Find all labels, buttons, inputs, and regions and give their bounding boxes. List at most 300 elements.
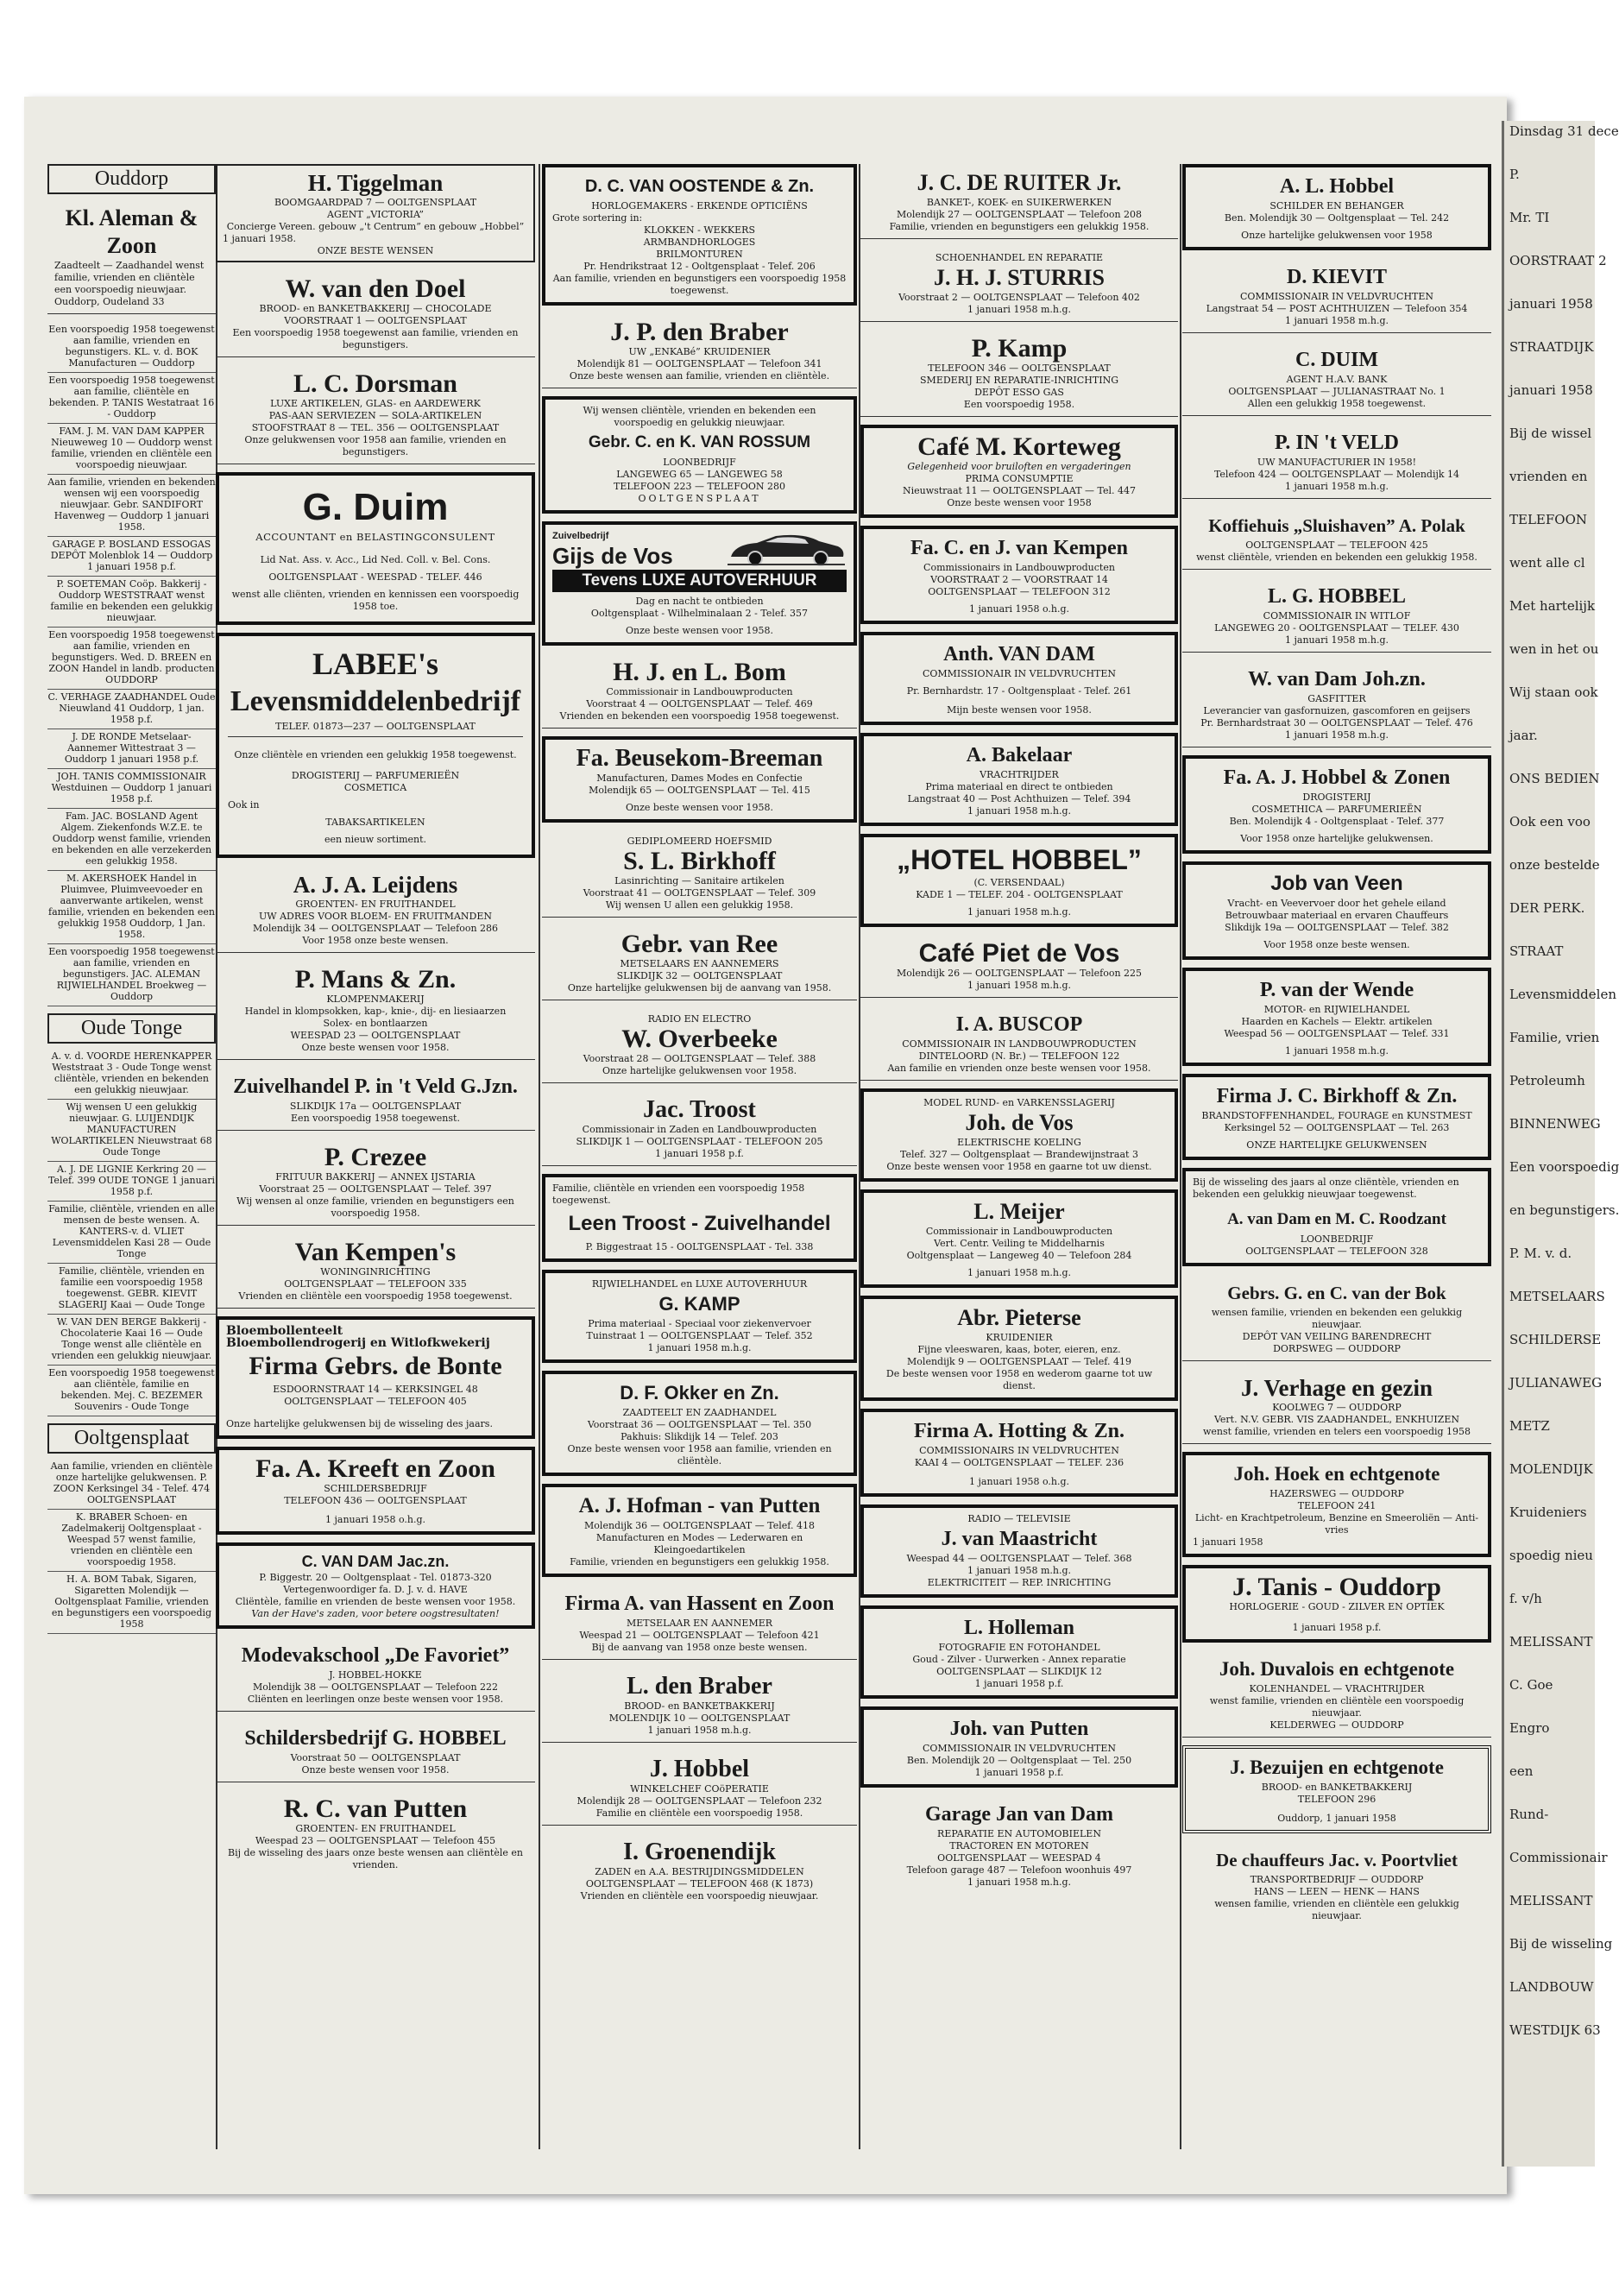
ad-text: Pr. Bernhardstraat 30 — OOLTGENSPLAAT — Telef. 476 xyxy=(1200,717,1473,729)
ad-text: Molendijk 27 — OOLTGENSPLAAT — Telefoon 208 xyxy=(896,209,1143,220)
ad-text: OOLTGENSPLAAT — TELEFOON 468 (K 1873) xyxy=(585,1878,814,1889)
ad-text: LANGEWEG 20 - OOLTGENSPLAAT — TELEF. 430 xyxy=(1214,622,1459,634)
ad-text: OOLTGENSPLAAT - WEESPAD - TELEF. 446 xyxy=(268,571,482,583)
ad-name: A. J. A. Leijdens xyxy=(293,872,458,898)
ad-text: PAS-AAN SERVIEZEN — SOLA-ARTIKELEN xyxy=(268,410,482,421)
ad-text: Telefoon garage 487 — Telefoon woonhuis 497 xyxy=(906,1864,1132,1876)
ad-text: Betrouwbaar materiaal en ervaren Chauffeurs xyxy=(1225,910,1449,921)
ad-hofman xyxy=(542,1484,857,1577)
ad-text: Onze beste wensen voor 1958. xyxy=(626,625,773,636)
ad-text: Haarden en Kachels — Elektr. artikelen xyxy=(1241,1016,1433,1027)
ad-text: Telefoon 424 — OOLTGENSPLAAT — Molendijk 14 xyxy=(1213,469,1460,480)
ad-kievit xyxy=(1182,258,1491,333)
ad-text: KOLENHANDEL — VRACHTRIJDER xyxy=(1249,1683,1425,1694)
ad-text: LOONBEDRIJF xyxy=(663,457,736,468)
next-page-line: en begunstigers. xyxy=(1509,1202,1619,1218)
ad-den-braber xyxy=(542,313,857,388)
ad-l-g-hobbel xyxy=(1182,577,1491,653)
ad-van-rossum xyxy=(542,396,857,514)
ad-a-j-hobbel xyxy=(1182,755,1491,854)
ad-text: 1 januari 1958 p.f. xyxy=(974,1678,1064,1689)
ad-text: 1 januari 1958 m.h.g. xyxy=(1284,1045,1389,1057)
ad-text: BRANDSTOFFENHANDEL, FOURAGE en KUNSTMEST xyxy=(1201,1110,1472,1121)
notice: P. SOETEMAN Coöp. Bakkerij - Ouddorp WESTSTRAAT wenst familie en bekenden een gelukkig nieuwjaar. xyxy=(47,577,216,628)
ad-name: Gebrs. G. en C. van der Bok xyxy=(1227,1283,1446,1303)
ad-name: Kl. Aleman & Zoon xyxy=(65,205,198,258)
ad-text: LUXE ARTIKELEN, GLAS- en AARDEWERK xyxy=(270,398,481,409)
ad-text: ARMBANDHORLOGES xyxy=(643,237,756,248)
ad-text: Voorstraat 28 — OOLTGENSPLAAT — Telef. 388 xyxy=(583,1053,816,1064)
ad-text: ZADEN en A.A. BESTRIJDINGSMIDDELEN xyxy=(595,1866,804,1877)
notice: A. v. d. VOORDE HERENKAPPER Weststraat 3 - Oude Tonge wenst cliëntèle, vrienden en bekenden een gelukkig nieuwjaar. xyxy=(47,1049,216,1100)
ad-verhage xyxy=(1182,1369,1491,1444)
ad-okker xyxy=(542,1371,857,1476)
ad-text: Molendijk 26 — OOLTGENSPLAAT — Telefoon 225 xyxy=(896,968,1143,979)
ad-text: Voorstraat 36 — OOLTGENSPLAAT — Tel. 350 xyxy=(587,1419,812,1430)
ad-name: Gijs de Vos xyxy=(552,543,673,569)
next-page-line: Bij de wissel xyxy=(1509,426,1592,441)
ad-name: P. Kamp xyxy=(971,334,1068,363)
ad-name: Gebr. van Ree xyxy=(621,930,778,958)
ad-text: KLOKKEN - WEKKERS xyxy=(644,224,755,236)
ad-name: Van Kempen's xyxy=(294,1238,457,1266)
ad-name: Joh. Hoek en echtgenote xyxy=(1233,1463,1440,1485)
ad-c-van-dam xyxy=(216,1542,535,1629)
ad-text: DEPÔT VAN VEILING BARENDRECHT xyxy=(1242,1331,1432,1342)
ad-text: Ben. Molendijk 4 - Ooltgensplaat - Telef. 377 xyxy=(1229,816,1445,827)
ad-text: GASFITTER xyxy=(1307,693,1366,704)
ad-text: Bij de wisseling des jaars al onze cliëntèle, vrienden en bekenden een gelukkig nieuwjaar toegewenst. xyxy=(1193,1176,1459,1200)
ad-text: Cliënten en leerlingen onze beste wensen voor 1958. xyxy=(247,1694,504,1705)
column-2 xyxy=(216,164,535,1884)
next-page-line: Familie, vrien xyxy=(1509,1030,1600,1045)
ad-text: GROENTEN- EN FRUITHANDEL xyxy=(295,899,456,910)
ad-text: Solex- en bontlaarzen xyxy=(323,1018,428,1029)
ad-name: Joh. Duvalois en echtgenote xyxy=(1219,1658,1455,1680)
ad-c-duim xyxy=(1182,341,1491,416)
next-page-line: went alle cl xyxy=(1509,555,1585,571)
ad-text: SLIKDIJK 1 — OOLTGENSPLAAT - TELEFOON 205 xyxy=(576,1136,823,1147)
next-page-line: ONS BEDIEN xyxy=(1509,771,1600,786)
ad-text: Bij de wisseling des jaars onze beste wensen aan cliëntèle en vrienden. xyxy=(228,1847,523,1870)
ad-name: J. C. DE RUITER Jr. xyxy=(917,170,1122,195)
next-page-line: TELEFOON xyxy=(1509,512,1587,527)
ad-text: METSELAAR EN AANNEMER xyxy=(626,1618,773,1629)
ad-name: Firma J. C. Birkhoff & Zn. xyxy=(1216,1085,1458,1107)
ad-text: ESDOORNSTRAAT 14 — KERKSINGEL 48 xyxy=(273,1384,478,1395)
ad-text: Onze beste wensen voor 1958. xyxy=(301,1042,450,1053)
next-page-line: spoedig nieu xyxy=(1509,1548,1593,1563)
ad-text: MODEL RUND- en VARKENSSLAGERIJ xyxy=(923,1097,1115,1108)
section-header-ouddorp: Ouddorp xyxy=(47,164,216,194)
ad-pieterse xyxy=(860,1296,1178,1401)
ad-text: DEPÔT ESSO GAS xyxy=(974,387,1064,398)
ad-text: 1 januari 1958 m.h.g. xyxy=(967,304,1071,315)
ad-van-den-doel xyxy=(216,270,535,357)
next-page-line: Ook een voo xyxy=(1509,814,1591,829)
ad-text: BANKET-, KOEK- en SUIKERWERKEN xyxy=(926,197,1112,208)
ad-text: Onze beste wensen voor 1958 aan familie, vrienden en cliëntèle. xyxy=(567,1443,832,1467)
notice: Fam. JAC. BOSLAND Agent Algem. Ziekenfonds W.Z.E. te Ouddorp wenst familie, vrienden en bekenden en alle verzekerden een gelukkig 1958. xyxy=(47,809,216,871)
ad-text: Voor 1958 onze beste wensen. xyxy=(302,935,449,946)
ad-g-kamp xyxy=(542,1270,857,1363)
ad-text: Een voorspoedig 1958 toegewenst. xyxy=(291,1113,460,1124)
ad-text: Vert. N.V. GEBR. VIS ZAADHANDEL, ENKHUIZEN xyxy=(1213,1414,1460,1425)
ad-leijdens xyxy=(216,866,535,953)
ad-text: Prima materiaal - Speciaal voor ziekenvervoer xyxy=(588,1318,811,1329)
ad-text: Vert. Centr. Veiling te Middelharnis xyxy=(934,1238,1105,1249)
ad-name: L. C. Dorsman xyxy=(293,369,457,398)
ad-text: VOORSTRAAT 1 — OOLTGENSPLAAT xyxy=(284,315,467,326)
next-page-line: C. Goe xyxy=(1509,1677,1553,1693)
ad-text: Telef. 327 — Ooltgensplaat — Brandewijnstraat 3 xyxy=(900,1149,1138,1160)
ad-text: TELEF. 01873—237 — OOLTGENSPLAAT xyxy=(228,721,523,737)
ad-text: Ook in xyxy=(228,799,260,811)
ad-name: A. L. Hobbel xyxy=(1279,175,1395,198)
ad-text: Licht- en Krachtpetroleum, Benzine en Smeeroliën — Anti-vries xyxy=(1194,1512,1479,1536)
ad-text: Ooltgensplaat - Wilhelminalaan 2 - Telef. 357 xyxy=(590,608,809,619)
ad-text: DROGISTERIJ — PARFUMERIEËN xyxy=(291,770,460,781)
next-page-line: Engro xyxy=(1509,1720,1550,1736)
ad-van-hassent xyxy=(542,1585,857,1660)
notice: Een voorspoedig 1958 toegewenst aan familie, cliëntèle en bekenden. P. TANIS Westatraat 16 - Ouddorp xyxy=(47,373,216,424)
ad-text: Vertegenwoordiger fa. D. J. v. d. HAVE xyxy=(283,1584,468,1595)
next-page-line: SCHILDERSE xyxy=(1509,1332,1602,1347)
next-page-line: WESTDIJK 63 xyxy=(1509,2022,1601,2038)
ad-favoriet xyxy=(216,1637,535,1712)
ad-text: De beste wensen voor 1958 en wederom gaarne tot uw dienst. xyxy=(885,1368,1153,1391)
ad-text: Onze hartelijke gelukwensen bij de wisseling des jaars. xyxy=(226,1418,493,1429)
car-icon xyxy=(726,531,847,569)
ad-groenendijk xyxy=(542,1833,857,1908)
ad-name: I. A. BUSCOP xyxy=(955,1013,1083,1036)
ad-text: Grote sortering in: xyxy=(552,212,643,224)
ad-text: Molendijk 65 — OOLTGENSPLAAT — Tel. 415 xyxy=(589,785,810,796)
ad-text: SCHOENHANDEL EN REPARATIE xyxy=(935,252,1104,263)
ad-banner: Tevens LUXE AUTOVERHUUR xyxy=(552,570,847,592)
ad-text: OOLTGENSPLAAT — TELEFOON 335 xyxy=(284,1278,467,1290)
ad-zuivelhandel xyxy=(216,1068,535,1131)
ad-name: Café Piet de Vos xyxy=(918,939,1120,968)
next-page-line: jaar. xyxy=(1509,728,1538,743)
ad-text: RADIO — TELEVISIE xyxy=(967,1513,1071,1524)
ad-text: Voorstraat 4 — OOLTGENSPLAAT — Telef. 469 xyxy=(586,698,813,710)
ad-de-bonte xyxy=(216,1316,535,1439)
ad-duvalois xyxy=(1182,1650,1491,1738)
ad-name: G. KAMP xyxy=(658,1293,740,1315)
ad-text: 1 januari 1958 p.f. xyxy=(974,1767,1064,1778)
ad-text: Prima materiaal en direct te ontbieden xyxy=(925,781,1113,792)
ad-text: KRUIDENIER xyxy=(986,1332,1053,1343)
notice: M. AKERSHOEK Handel in Pluimvee, Pluimveevoeder en aanverwante artikelen, wenst familie, vrienden en bekenden een gelukkig 1958 Ouddorp, 1 Jan. 1958. xyxy=(47,871,216,944)
ad-de-ruiter xyxy=(860,164,1178,239)
ad-text: 1 januari 1958 p.f. xyxy=(1292,1622,1382,1633)
ad-text: wenst alle cliënten, vrienden en kennissen een voorspoedig 1958 toe. xyxy=(231,589,520,612)
ad-text: TELEFOON 346 — OOLTGENSPLAAT xyxy=(928,363,1111,374)
ad-text: GROENTEN- EN FRUITHANDEL xyxy=(295,1823,456,1834)
column-rule xyxy=(539,164,540,2149)
notice: Een voorspoedig 1958 toegewenst aan familie, vrienden en begunstigers. KL. v. d. BOK Manufacturen — Ouddorp xyxy=(47,322,216,373)
ad-a-l-hobbel xyxy=(1182,164,1491,250)
notice: Een voorspoedig 1958 toegewenst aan familie, vrienden en begunstigers. Wed. D. BREEN en ZOON Handel in landb. producten OUDDORP xyxy=(47,628,216,690)
next-page-line: vrienden en xyxy=(1509,469,1588,484)
ad-text: Molendijk 28 — OOLTGENSPLAAT — Telefoon 232 xyxy=(576,1795,822,1807)
ad-mans xyxy=(216,961,535,1060)
ad-text: 1 januari 1958 m.h.g. xyxy=(1284,634,1389,646)
next-page-line: Met hartelijk xyxy=(1509,598,1596,614)
ad-text: VOORSTRAAT 2 — VOORSTRAAT 14 xyxy=(930,574,1108,585)
ad-text: Ooltgensplaat — Langeweg 40 — Telefoon 284 xyxy=(906,1250,1132,1261)
next-page-line: Commissionair xyxy=(1509,1850,1608,1865)
ad-text: KLOMPENMAKERIJ xyxy=(326,993,425,1005)
next-page-line: een xyxy=(1509,1763,1534,1779)
ad-text: COSMETHICA — PARFUMERIEËN xyxy=(1251,804,1422,815)
ad-text: ACCOUNTANT en BELASTINGCONSULENT xyxy=(255,531,495,543)
ad-text: AGENT „VICTORIA” xyxy=(327,209,424,220)
ad-dorsman xyxy=(216,365,535,464)
ad-name: Gebr. C. en K. VAN ROSSUM xyxy=(588,433,811,451)
ad-joh-van-putten xyxy=(860,1706,1178,1788)
ad-text: Weespad 44 — OOLTGENSPLAAT — Telef. 368 xyxy=(906,1553,1132,1564)
ad-text: TELEFOON 223 — TELEFOON 280 xyxy=(614,481,785,492)
ad-text: Aan familie, vrienden en begunstigers een voorspoedig 1958 toegewenst. xyxy=(552,273,847,296)
ad-van-ree xyxy=(542,925,857,1000)
ad-text: COMMISSIONAIRS IN VELDVRUCHTEN xyxy=(919,1445,1119,1456)
ad-aleman xyxy=(47,199,216,314)
ad-bakelaar xyxy=(860,733,1178,826)
next-page-edge xyxy=(1502,121,1619,2167)
ad-text: Lid Nat. Ass. v. Acc., Lid Ned. Coll. v. Bel. Cons. xyxy=(260,554,491,565)
next-page-line: Rund- xyxy=(1509,1807,1549,1822)
ad-name: I. Groenendijk xyxy=(623,1839,776,1865)
ad-name: H. Tiggelman xyxy=(307,170,444,196)
ad-text: OOLTGENSPLAAT — JULIANASTRAAT No. 1 xyxy=(1228,386,1446,397)
notice: Aan familie, vrienden en bekenden wensen wij een voorspoedig nieuwjaar. Gebr. SANDIFORT Havenweg — Ouddorp 1 januari 1958. xyxy=(47,475,216,537)
ad-text: Concierge Vereen. gebouw „'t Centrum” en gebouw „Hobbel” xyxy=(226,221,525,232)
ad-text: GEDIPLOMEERD HOEFSMID xyxy=(627,836,772,847)
ad-text: Ben. Molendijk 20 — Ooltgensplaat — Tel. 250 xyxy=(906,1755,1132,1766)
notice: Aan familie, vrienden en cliëntèle onze hartelijke gelukwensen. P. ZOON Kerksingel 34 - Telef. 474 OOLTGENSPLAAT xyxy=(47,1459,216,1510)
ad-text: TELEFOON 241 xyxy=(1297,1500,1376,1511)
ad-text: COMMISSIONAIR IN VELDVRUCHTEN xyxy=(1239,291,1434,302)
ad-text: Bloembollenteelt xyxy=(226,1324,343,1338)
ad-hotel-hobbel xyxy=(860,834,1178,927)
ad-text: 1 januari 1958 o.h.g. xyxy=(969,603,1069,615)
next-page-line: Dinsdag 31 dece xyxy=(1509,123,1619,139)
ad-text: MOTOR- en RIJWIELHANDEL xyxy=(1263,1004,1410,1015)
next-page-line: OORSTRAAT 2 xyxy=(1509,253,1607,268)
ad-text: Vrienden en cliëntèle een voorspoedig 1958 toegewenst. xyxy=(238,1290,513,1302)
ad-text: Voorstraat 41 — OOLTGENSPLAAT — Telef. 309 xyxy=(583,887,816,899)
notice: K. BRABER Schoen- en Zadelmakerij Ooltgensplaat - Weespad 57 wenst familie, vrienden en cliëntèle een voorspoedig 1958. xyxy=(47,1510,216,1572)
notice: GARAGE P. BOSLAND ESSOGAS DEPÔT Molenblok 14 — Ouddorp 1 januari 1958 p.f. xyxy=(47,537,216,577)
ad-beusekom xyxy=(542,736,857,823)
ad-joh-de-vos xyxy=(860,1088,1178,1182)
ad-text: Onze beste wensen aan familie, vrienden en cliëntèle. xyxy=(569,370,830,382)
ad-name: Job van Veen xyxy=(1270,872,1403,895)
ad-text: WINKELCHEF COöPERATIE xyxy=(630,1783,769,1795)
ad-text: KADE 1 — TELEF. 204 - OOLTGENSPLAAT xyxy=(916,889,1123,900)
next-page-line: DER PERK. xyxy=(1509,900,1585,916)
ad-text: 1 januari 1958 m.h.g. xyxy=(967,1267,1071,1278)
next-page-line: MOLENDIJK xyxy=(1509,1461,1593,1477)
ad-text: Vrienden en bekenden een voorspoedig 1958 toegewenst. xyxy=(559,710,840,722)
ad-text: HANS — LEEN — HENK — HANS xyxy=(1254,1886,1420,1897)
next-page-line: METSELAARS xyxy=(1509,1289,1605,1304)
ad-name: R. C. van Putten xyxy=(283,1795,468,1823)
ad-text: Gelegenheid voor bruiloften en vergaderingen xyxy=(907,461,1131,472)
ad-text: COMMISSIONAIR IN VELDVRUCHTEN xyxy=(922,668,1117,679)
ad-text: Tuinstraat 1 — OOLTGENSPLAAT — Telef. 352 xyxy=(586,1330,813,1341)
ad-text: P. Biggestr. 20 — Ooltgensplaat - Tel. 01873-320 xyxy=(259,1572,492,1583)
ad-name: Fa. A. J. Hobbel & Zonen xyxy=(1223,766,1451,789)
ad-text: REPARATIE EN AUTOMOBIELEN xyxy=(937,1828,1101,1839)
ad-name: S. L. Birkhoff xyxy=(623,847,776,875)
ad-text: DORPSWEG — OUDDORP xyxy=(1273,1343,1401,1354)
ad-text: Molendijk 38 — OOLTGENSPLAAT — Telefoon 222 xyxy=(252,1681,499,1693)
ad-text: Ben. Molendijk 30 — Ooltgensplaat — Tel. 242 xyxy=(1224,212,1450,224)
ad-name: Koffiehuis „Sluishaven” A. Polak xyxy=(1208,515,1465,536)
ad-text: WEESPAD 23 — OOLTGENSPLAAT xyxy=(290,1030,461,1041)
next-page-line: Petroleumh xyxy=(1509,1073,1585,1088)
ad-van-kempens xyxy=(216,1233,535,1309)
ad-text: Vrienden en cliëntèle een voorspoedig nieuwjaar. xyxy=(580,1890,819,1902)
ad-name: Schildersbedrijf G. HOBBEL xyxy=(244,1727,507,1750)
ad-text: ZAADTEELT EN ZAADHANDEL xyxy=(622,1407,777,1418)
ad-buscop xyxy=(860,1006,1178,1081)
ad-text: TELEFOON 296 xyxy=(1297,1794,1376,1805)
ad-text: RIJWIELHANDEL en LUXE AUTOVERHUUR xyxy=(591,1278,808,1290)
notice: W. VAN DEN BERGE Bakkerij - Chocolaterie Kaai 16 — Oude Tonge wenst alle cliëntèle en vrienden een gelukkig nieuwjaar. xyxy=(47,1315,216,1366)
column-5 xyxy=(1182,164,1491,1935)
ad-piet-de-vos xyxy=(860,935,1178,998)
ad-text: TELEFOON 436 — OOLTGENSPLAAT xyxy=(284,1495,467,1506)
ad-name: J. Hobbel xyxy=(649,1756,750,1782)
column-4 xyxy=(860,164,1178,1902)
ad-text: 1 januari 1958 p.f. xyxy=(655,1148,744,1159)
ad-text: Wij wensen al onze familie, vrienden en begunstigers een voorspoedig 1958. xyxy=(236,1195,514,1219)
ad-text: Familie en cliëntèle een voorspoedig 1958. xyxy=(595,1807,803,1819)
next-page-line: Een voorspoedig xyxy=(1509,1159,1619,1175)
ad-name: Fa. A. Kreeft en Zoon xyxy=(255,1454,495,1483)
ad-text: Nieuwstraat 11 — OOLTGENSPLAAT — Tel. 447 xyxy=(902,485,1137,496)
ad-text: Familie, vrienden en begunstigers een gelukkig 1958. xyxy=(889,221,1150,232)
ad-text: Molendijk 34 — OOLTGENSPLAAT — Telefoon 286 xyxy=(252,923,499,934)
notice: Een voorspoedig 1958 toegewenst aan cliëntèle, familie en bekenden. Mej. C. BEZEMER Souvenirs - Oude Tonge xyxy=(47,1366,216,1416)
small-notices-oude-tonge xyxy=(47,1049,216,1416)
ad-text: een nieuw sortiment. xyxy=(324,834,427,845)
ad-l-den-braber xyxy=(542,1668,857,1743)
ad-text: Onze beste wensen voor 1958 xyxy=(947,497,1092,508)
ad-tiggelman xyxy=(216,164,535,262)
ad-text: RADIO EN ELECTRO xyxy=(647,1013,752,1025)
ad-text: PRIMA CONSUMPTIE xyxy=(965,473,1074,484)
next-page-line: Levensmiddelen xyxy=(1509,987,1616,1002)
ad-name: Zuivelhandel P. in 't Veld G.Jzn. xyxy=(233,1075,518,1098)
next-page-line: Wij staan ook xyxy=(1509,684,1598,700)
ad-p-kamp xyxy=(860,330,1178,417)
ad-text: OOLTGENSPLAAT — WEESPAD 4 xyxy=(937,1852,1101,1864)
ad-bom xyxy=(542,653,857,729)
ad-name: Anth. VAN DAM xyxy=(943,643,1095,665)
ad-text: 1 januari 1958 m.h.g. xyxy=(1284,729,1389,741)
ad-text: Lasinrichting — Sanitaire artikelen xyxy=(614,875,784,886)
ad-text: Voor 1958 onze beste wensen. xyxy=(1263,939,1410,950)
next-page-line: Kruideniers xyxy=(1509,1504,1587,1520)
ad-text: SLIKDIJK 17a — OOLTGENSPLAAT xyxy=(289,1101,462,1112)
ad-text: Manufacturen en Modes — Lederwaren en Kleingoedartikelen xyxy=(595,1532,803,1555)
ad-text: Onze gelukwensen voor 1958 aan familie, vrienden en begunstigers. xyxy=(244,434,507,457)
ad-crezee xyxy=(216,1139,535,1226)
ad-schildersbedrijf xyxy=(216,1719,535,1782)
ad-text: Onze beste wensen voor 1958 en gaarne tot uw dienst. xyxy=(886,1161,1152,1172)
notice: J. DE RONDE Metselaar-Aannemer Wittestraat 3 — Ouddorp 1 januari 1958 p.f. xyxy=(47,729,216,769)
ad-text: Van der Have's zaden, voor betere oogstresultaten! xyxy=(251,1608,500,1619)
next-page-line: Mr. TI xyxy=(1509,210,1550,225)
ad-text: Pr. Hendrikstraat 12 - Ooltgensplaat - Telef. 206 xyxy=(583,261,816,272)
ad-text: HAZERSWEG — OUDDORP xyxy=(1269,1488,1404,1499)
ad-labee xyxy=(216,633,535,858)
ad-text: SCHILDERSBEDRIJF xyxy=(324,1483,427,1494)
next-page-line: METZ xyxy=(1509,1418,1550,1434)
ad-text: Een voorspoedig 1958. xyxy=(963,399,1075,410)
ad-name: Café M. Korteweg xyxy=(917,432,1121,461)
ad-text: STOOFSTRAAT 8 — TEL. 356 — OOLTGENSPLAAT xyxy=(251,422,500,433)
ad-j-c-birkhoff xyxy=(1182,1074,1491,1160)
ad-text: FOTOGRAFIE EN FOTOHANDEL xyxy=(938,1642,1100,1653)
next-page-line: JULIANAWEG xyxy=(1509,1375,1603,1391)
ad-text: Onze hartelijke gelukwensen voor 1958. xyxy=(602,1065,797,1076)
ad-text: Molendijk 36 — OOLTGENSPLAAT — Telef. 418 xyxy=(584,1520,815,1531)
ad-text: wenst cliëntèle, vrienden en bekenden een gelukkig 1958. xyxy=(1196,552,1477,563)
ad-name: G. Duim xyxy=(302,486,449,528)
ad-text: Bloembollendrogerij en Witlofkwekerij xyxy=(226,1336,490,1350)
ad-name: LABEE's xyxy=(312,647,439,681)
next-page-line: f. v/h xyxy=(1509,1591,1542,1606)
ad-name: Firma Gebrs. de Bonte xyxy=(249,1352,502,1380)
ad-text: Handel in klompsokken, kap-, knie-, dij- en liesiaarzen xyxy=(244,1006,507,1017)
ad-text: TABAKSARTIKELEN xyxy=(325,817,425,828)
ad-name: „HOTEL HOBBEL” xyxy=(897,844,1142,875)
ad-job-van-veen xyxy=(1182,861,1491,960)
ad-joh-hoek xyxy=(1182,1452,1491,1557)
ad-name: L. G. HOBBEL xyxy=(1267,585,1407,608)
ad-w-van-dam xyxy=(1182,660,1491,747)
ad-text: BROOD- en BANKETBAKKERIJ — CHOCOLADE xyxy=(259,303,492,314)
next-page-line: MELISSANT xyxy=(1509,1893,1593,1908)
ad-text: Voorstraat 50 — OOLTGENSPLAAT xyxy=(290,1752,461,1763)
ad-text: wensen familie, vrienden en bekenden een gelukkig nieuwjaar. xyxy=(1211,1307,1463,1330)
ad-garage-jan-van-dam xyxy=(860,1795,1178,1894)
ad-name: Joh. van Putten xyxy=(949,1718,1089,1740)
ad-name: Firma A. van Hassent en Zoon xyxy=(564,1593,835,1615)
ad-name: P. van der Wende xyxy=(1259,979,1414,1001)
ad-text: Ouddorp, 1 januari 1958 xyxy=(1277,1813,1396,1824)
ad-text: Pr. Bernhardstr. 17 - Ooltgensplaat - Telef. 261 xyxy=(906,685,1132,697)
ad-name: Abr. Pieterse xyxy=(957,1305,1081,1330)
next-page-line: P. M. v. d. xyxy=(1509,1246,1572,1261)
ad-name: D. C. VAN OOSTENDE & Zn. xyxy=(584,177,815,196)
ad-text: ONZE HARTELIJKE GELUKWENSEN xyxy=(1246,1139,1427,1151)
notice: JOH. TANIS COMMISSIONAIR Westduinen — Ouddorp 1 januari 1958 p.f. xyxy=(47,769,216,809)
section-header-ooltgensplaat: Ooltgensplaat xyxy=(47,1423,216,1454)
ad-text: Zuivelbedrijf xyxy=(552,531,609,541)
ad-text: P. Biggestraat 15 - OOLTGENSPLAAT - Tel. 338 xyxy=(585,1241,814,1252)
ad-text: Mijn beste wensen voor 1958. xyxy=(947,704,1092,716)
ad-text: SLIKDIJK 32 — OOLTGENSPLAAT xyxy=(616,970,783,981)
ad-text: 1 januari 1958 xyxy=(1193,1536,1263,1548)
ad-text: SMEDERIJ EN REPARATIE-INRICHTING xyxy=(920,375,1118,386)
